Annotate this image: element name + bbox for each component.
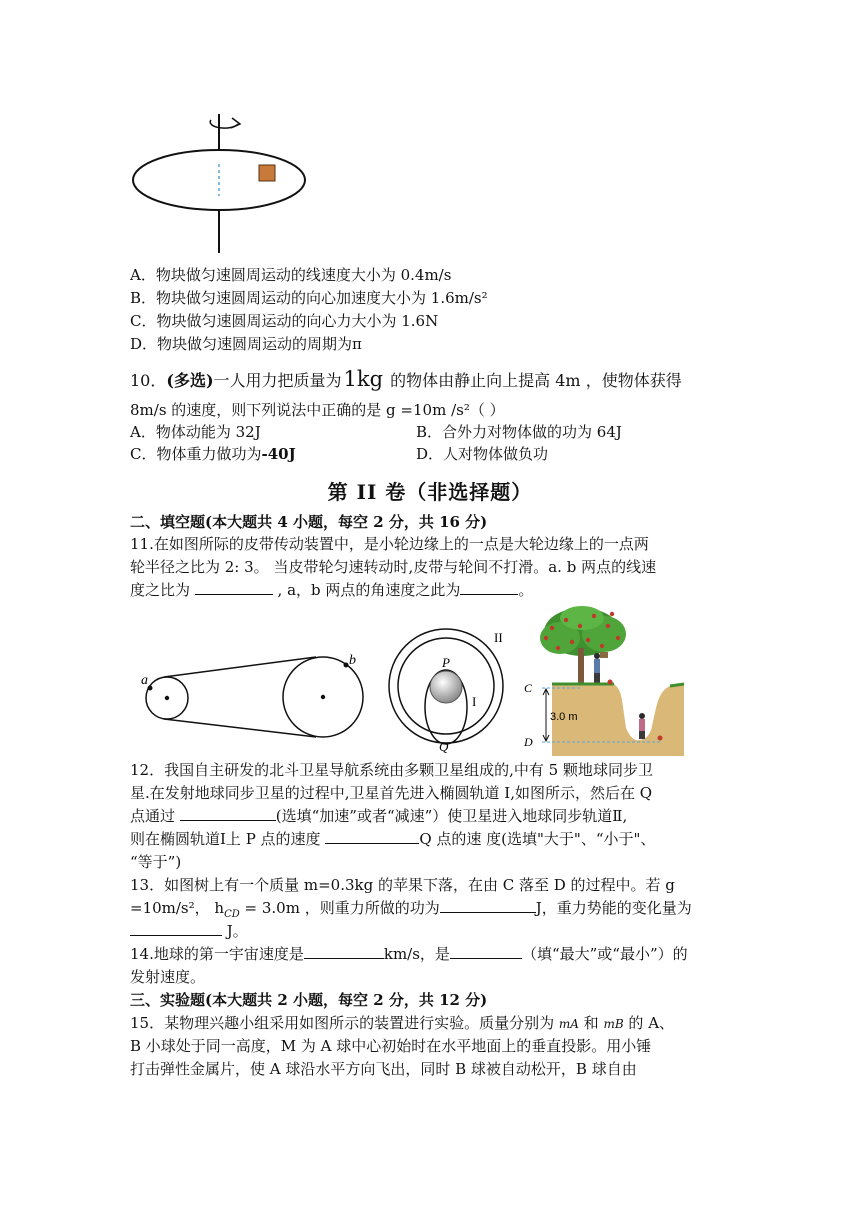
height-label: 3.0 m bbox=[550, 711, 578, 723]
section2-title: 二、填空题(本大题共 4 小题，每空 2 分，共 16 分) bbox=[130, 513, 488, 531]
q14-text-a: 14.地球的第一宇宙速度是 bbox=[130, 945, 304, 963]
q13-text-c: J，重力势能的变化量为 bbox=[535, 899, 692, 917]
belt-drive-figure bbox=[138, 634, 374, 754]
q11-line2: 轮半径之比为 2: 3。 当皮带轮匀速转动时,皮带与轮间不打滑。a. b 两点的线速 bbox=[130, 558, 657, 576]
q10-number: 10． bbox=[130, 371, 167, 390]
answer-blank[interactable] bbox=[450, 944, 522, 959]
q10-option-d: D．人对物体做负功 bbox=[416, 445, 549, 463]
orbit-label-Q: Q bbox=[439, 739, 449, 754]
q9-option-b: B．物块做匀速圆周运动的向心加速度大小为 1.6m/s² bbox=[130, 289, 488, 307]
answer-blank[interactable] bbox=[325, 829, 419, 844]
q14-line2: 发射速度。 bbox=[130, 968, 206, 986]
orbit-label-II: II bbox=[494, 630, 503, 645]
q15-line1 bbox=[130, 1013, 674, 1034]
answer-blank[interactable] bbox=[180, 806, 276, 821]
q10-stem-line1 bbox=[130, 367, 682, 393]
q12-text-d: Q 点的速 度(选填"大于"、“小于"、 bbox=[419, 830, 656, 848]
q12-line4 bbox=[130, 829, 655, 849]
q15-text-a: 15．某物理兴趣小组采用如图所示的装置进行实验。质量分别为 bbox=[130, 1014, 559, 1032]
q10-option-b: B．合外力对物体做的功为 64J bbox=[416, 423, 622, 441]
q12-text-a: 点通过 bbox=[130, 807, 180, 825]
q11-line1: 11.在如图所际的皮带传动装置中，是小轮边缘上的一点是大轮边缘上的一点两 bbox=[130, 535, 649, 553]
q14-text-b: km/s，是 bbox=[383, 945, 450, 963]
orbit-label-P: P bbox=[442, 655, 450, 670]
answer-blank[interactable] bbox=[130, 921, 222, 936]
q9-option-c: C．物块做匀速圆周运动的向心力大小为 1.6N bbox=[130, 312, 439, 330]
q13-line1: 13．如图树上有一个质量 m=0.3kg 的苹果下落，在由 C 落至 D 的过程中。若 g bbox=[130, 876, 675, 894]
q15-line3: 打击弹性金属片，使 A 球沿水平方向飞出，同时 B 球被自动松开，B 球自由 bbox=[130, 1060, 637, 1078]
q10-tag: (多选) bbox=[166, 371, 214, 390]
q12-text-c: 则在椭圆轨道Ⅰ上 P 点的速度 bbox=[130, 830, 326, 848]
q15-line2: B 小球处于同一高度，M 为 A 球中心初始时在水平地面上的垂直投影。用小锤 bbox=[130, 1037, 652, 1055]
answer-blank[interactable] bbox=[440, 898, 536, 913]
q15-mass-b: mB bbox=[603, 1017, 624, 1031]
q10-stem1: 一人用力把质量为 bbox=[213, 371, 342, 390]
part2-title: 第 II 卷（非选择题） bbox=[327, 480, 533, 504]
q15-mass-a: mA bbox=[558, 1017, 579, 1031]
apple-tree-figure bbox=[522, 604, 687, 756]
q12-line1: 12．我国自主研发的北斗卫星导航系统由多颗卫星组成的,中有 5 颗地球同步卫 bbox=[130, 761, 653, 779]
q13-text-a: =10m/s²， h bbox=[130, 899, 225, 917]
q10-option-a: A．物体动能为 32J bbox=[130, 423, 261, 441]
earth bbox=[430, 671, 462, 703]
answer-blank[interactable] bbox=[304, 944, 384, 959]
rotating-disc-figure bbox=[128, 112, 318, 257]
q15-text-b: 和 bbox=[578, 1014, 604, 1032]
q14-line1 bbox=[130, 944, 688, 964]
q11-text-c: 。 bbox=[518, 581, 534, 599]
q12-line5: “等于”) bbox=[130, 853, 182, 871]
answer-blank[interactable] bbox=[460, 580, 518, 595]
q12-text-b: (选填“加速”或者“减速”）使卫星进入地球同步轨道Ⅱ, bbox=[275, 807, 628, 825]
q12-line3 bbox=[130, 806, 627, 826]
q9-option-d: D．物块做匀速圆周运动的周期为π bbox=[130, 335, 362, 353]
answer-blank[interactable] bbox=[195, 580, 273, 595]
q10-option-c-text: C．物体重力做功为 bbox=[130, 445, 262, 463]
q13-line3 bbox=[130, 921, 248, 941]
q13-text-b: = 3.0m ，则重力所做的功为 bbox=[239, 899, 440, 917]
q13-subscript: CD bbox=[224, 909, 240, 920]
satellite-orbit-figure bbox=[384, 622, 514, 754]
q11-text-a: 度之比为 bbox=[130, 581, 195, 599]
q10-mass: 1kg bbox=[343, 367, 384, 391]
q15-text-c: 的 A、 bbox=[623, 1014, 675, 1032]
point-b-label: b bbox=[349, 653, 356, 668]
q14-text-c: （填“最大”或“最小”）的 bbox=[521, 945, 688, 963]
point-D-label: D bbox=[524, 735, 533, 749]
q13-text-d: J。 bbox=[222, 922, 248, 940]
section3-title: 三、实验题(本大题共 2 小题，每空 2 分，共 12 分) bbox=[130, 991, 488, 1009]
q12-line2: 星.在发射地球同步卫星的过程中,卫星首先进入椭圆轨道 I,如图所示，然后在 Q bbox=[130, 784, 653, 802]
q11-line3 bbox=[130, 580, 533, 600]
q9-option-a: A．物块做匀速圆周运动的线速度大小为 0.4m/s bbox=[130, 266, 452, 284]
q10-option-c-value: -40J bbox=[261, 445, 296, 463]
orbit-label-I: I bbox=[472, 694, 477, 709]
q10-option-c bbox=[130, 444, 296, 464]
point-C-label: C bbox=[524, 681, 533, 695]
q10-stem2: 的物体由静止向上提高 4m ，使物体获得 bbox=[385, 371, 682, 390]
q10-stem-line2: 8m/s 的速度，则下列说法中正确的是 g =10m /s²（ ） bbox=[130, 401, 505, 419]
point-a-label: a bbox=[141, 673, 148, 688]
block bbox=[259, 165, 275, 181]
q11-text-b: , a，b 两点的角速度之此为 bbox=[272, 581, 461, 599]
